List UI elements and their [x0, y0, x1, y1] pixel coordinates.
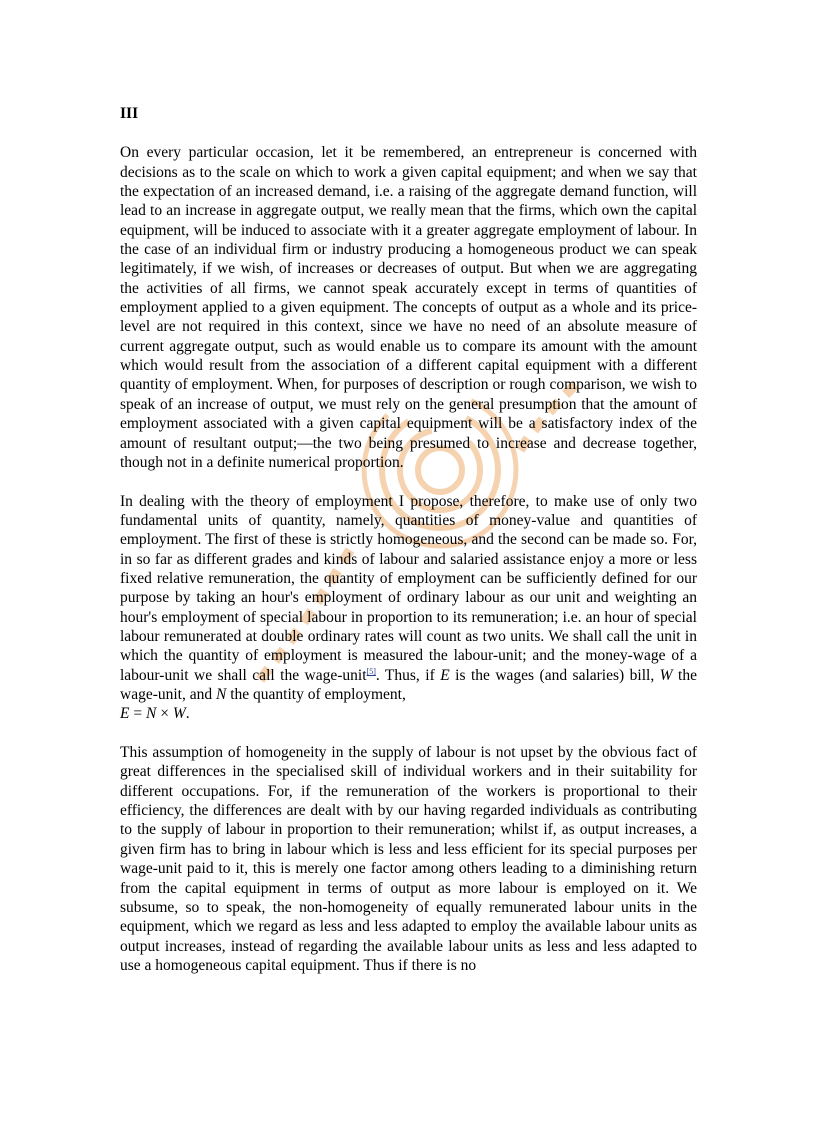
paragraph-text: In dealing with the theory of employment I propose, therefore, to make use of only two fundamental units of quantity, namely, quantities of money-value and quantities of employment. The first of these is strictly homogeneous, and the second can be made so. For, in so far as different grades and kinds of labour and salaried assistance enjoy a more or less fixed relative remuneration, the quantity of employment can be sufficiently defined for our purpose by taking an hour's employment of ordinary labour as our unit and weighting an hour's employment of special labour in proportion to its remuneration; i.e. an hour of special labour remunerated at double ordinary rates will count as two units. We shall call the unit in which the quantity of employment is measured the labour-unit; and the money-wage of a labour-unit we shall call the wage-unit [120, 492, 697, 684]
paragraph-text: . Thus, if [375, 666, 441, 684]
paragraph-text: the wage-unit, and [120, 666, 697, 704]
paragraph-text: the quantity of employment, [226, 686, 406, 704]
formula-e: E [120, 705, 130, 723]
paragraph-units-of-quantity [120, 492, 697, 724]
formula-n: N [145, 705, 157, 723]
variable-e: E [440, 666, 450, 684]
variable-w: W [659, 666, 673, 684]
formula [120, 705, 190, 722]
paragraph-homogeneity-assumption: This assumption of homogeneity in the supply of labour is not upset by the obvious fact of great differences in the specialised skill of individual workers and in their suitability for different occupations. For, if the remuneration of the workers is proportional to their efficiency, the differences are dealt with by our having regarded individuals as contributing to the supply of labour in proportion to their remuneration; whilst if, as output increases, a given firm has to bring in labour which is less and less efficient for its special purposes per wage-unit paid to it, this is merely one factor among others leading to a diminishing return from the capital equipment in terms of output as more labour is employed on it. We subsume, so to speak, the non-homogeneity of equally remunerated labour units in the equipment, which we regard as less and less adapted to employ the available labour units as output increases, instead of regarding the available labour units as less and less adapted to use a homogeneous capital equipment. Thus if there is no [120, 744, 697, 974]
formula-equals: = [129, 705, 146, 723]
paragraph-text: is the wages (and salaries) bill, [449, 666, 660, 684]
document-page [120, 100, 697, 995]
formula-w: W [172, 705, 186, 723]
section-heading: III [120, 105, 139, 122]
paragraph-output-and-employment: On every particular occasion, let it be remembered, an entrepreneur is concerned with decisions as to the scale on which to work a given capital equipment; and when we say that the expectation of an increased demand, i.e. a raising of the aggregate demand function, will lead to an increase in aggregate output, we really mean that the firms, which own the capital equipment, will be induced to associate with it a greater aggregate employment of labour. In the case of an individual firm or industry producing a homogeneous product we can speak legitimately, if we wish, of increases or decreases of output. But when we are aggregating the activities of all firms, we cannot speak accurately except in terms of quantities of employment applied to a given equipment. The concepts of output as a whole and its price-level are not required in this context, since we have no need of an absolute measure of current aggregate output, such as would enable us to compare its amount with the amount which would result from the association of a different capital equipment with a different quantity of employment. When, for purposes of description or rough comparison, we wish to speak of an increase of output, we must rely on the general presumption that the amount of employment associated with a given capital equipment will be a satisfactory index of the amount of resultant output;—the two being presumed to increase and decrease together, though not in a definite numerical proportion. [120, 144, 697, 471]
variable-n: N [215, 686, 227, 704]
formula-end: . [185, 705, 190, 723]
formula-times: × [156, 705, 173, 723]
footnote-reference-link[interactable]: [5] [366, 666, 376, 676]
